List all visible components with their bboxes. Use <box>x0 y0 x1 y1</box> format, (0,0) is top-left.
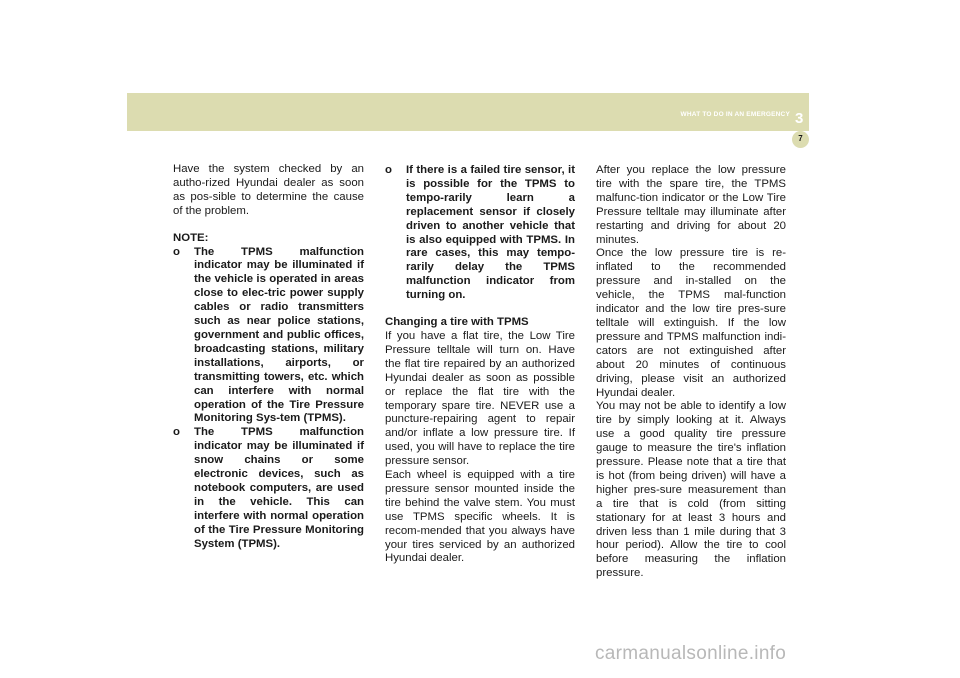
section-heading: Changing a tire with TPMS <box>385 316 529 329</box>
column-1 <box>173 163 364 551</box>
paragraph: You may not be able to identify a low tire by simply looking at it. Always use a good quality tire pressure gauge to measure the tire's inflation pressure. Please note that a tire that is hot (from being driven) will have a higher pres-sure measurement than a tire that is cold (from sitting stationary for at least 3 hours and driven less than 1 mile during that 3 hour period). Allow the tire to cool before measuring the inflation pressure. <box>596 400 786 580</box>
chapter-title: WHAT TO DO IN AN EMERGENCY <box>680 111 790 118</box>
bullet-text: The TPMS malfunction indicator may be illuminated if snow chains or some electronic devices, such as notebook computers, are used in the vehicle. This can interfere with normal operation of the Tire Pressure Monitoring System (TPMS). <box>194 426 364 550</box>
bullet-mark: o <box>173 426 180 439</box>
page-number: 7 <box>798 134 803 143</box>
bullet-text: If there is a failed tire sensor, it is possible for the TPMS to tempo-rarily learn a replacement sensor if closely driven to another vehicle that is also equipped with TPMS. In rare cases, this may tempo-rarily delay the TPMS malfunction indicator from turning on. <box>406 164 575 302</box>
intro-paragraph: Have the system checked by an autho-rized Hyundai dealer as soon as pos-sible to determine the cause of the problem. <box>173 163 364 217</box>
bullet-mark: o <box>385 164 392 176</box>
note-bullet <box>173 426 364 551</box>
paragraph: After you replace the low pressure tire with the spare tire, the TPMS malfunc-tion indicator or the Low Tire Pressure telltale may illuminate after restarting and driving for about 20 minutes. <box>596 164 786 246</box>
watermark: carmanualsonline.info <box>595 643 787 664</box>
chapter-number: 3 <box>795 110 804 127</box>
sensor-bullet <box>385 164 575 303</box>
column-3 <box>596 164 786 581</box>
note-bullet <box>173 246 364 427</box>
paragraph: Once the low pressure tire is re-inflated to the recommended pressure and in-stalled on the vehicle, the TPMS mal-function indicator and the low tire pres-sure telltale will extinguish. If the low pressure and TPMS malfunction indi-cators are not extinguished after about 20 minutes of continuous driving, please visit an authorized Hyundai dealer. <box>596 247 786 399</box>
bullet-text: The TPMS malfunction indicator may be illuminated if the vehicle is operated in areas close to elec-tric power supply cables or radio transmitters such as near police stations, government and public offices, broadcasting stations, military installations, airports, or transmitting towers, etc. which can interfere with normal operation of the Tire Pressure Monitoring Sys-tem (TPMS). <box>194 245 364 425</box>
note-label: NOTE: <box>173 231 209 244</box>
column-2 <box>385 164 575 566</box>
bullet-mark: o <box>173 245 180 258</box>
paragraph: If you have a flat tire, the Low Tire Pressure telltale will turn on. Have the flat tire repaired by an authorized Hyundai dealer as soon as possible or replace the flat tire with the temporary spare tire. NEVER use a puncture-repairing agent to repair and/or inflate a low pressure tire. If used, you will have to replace the tire pressure sensor. <box>385 329 575 468</box>
paragraph: Each wheel is equipped with a tire pressure sensor mounted inside the tire behind the valve stem. You must use TPMS specific wheels. It is recom-mended that you always have your tires serviced by an authorized Hyundai dealer. <box>385 469 575 565</box>
